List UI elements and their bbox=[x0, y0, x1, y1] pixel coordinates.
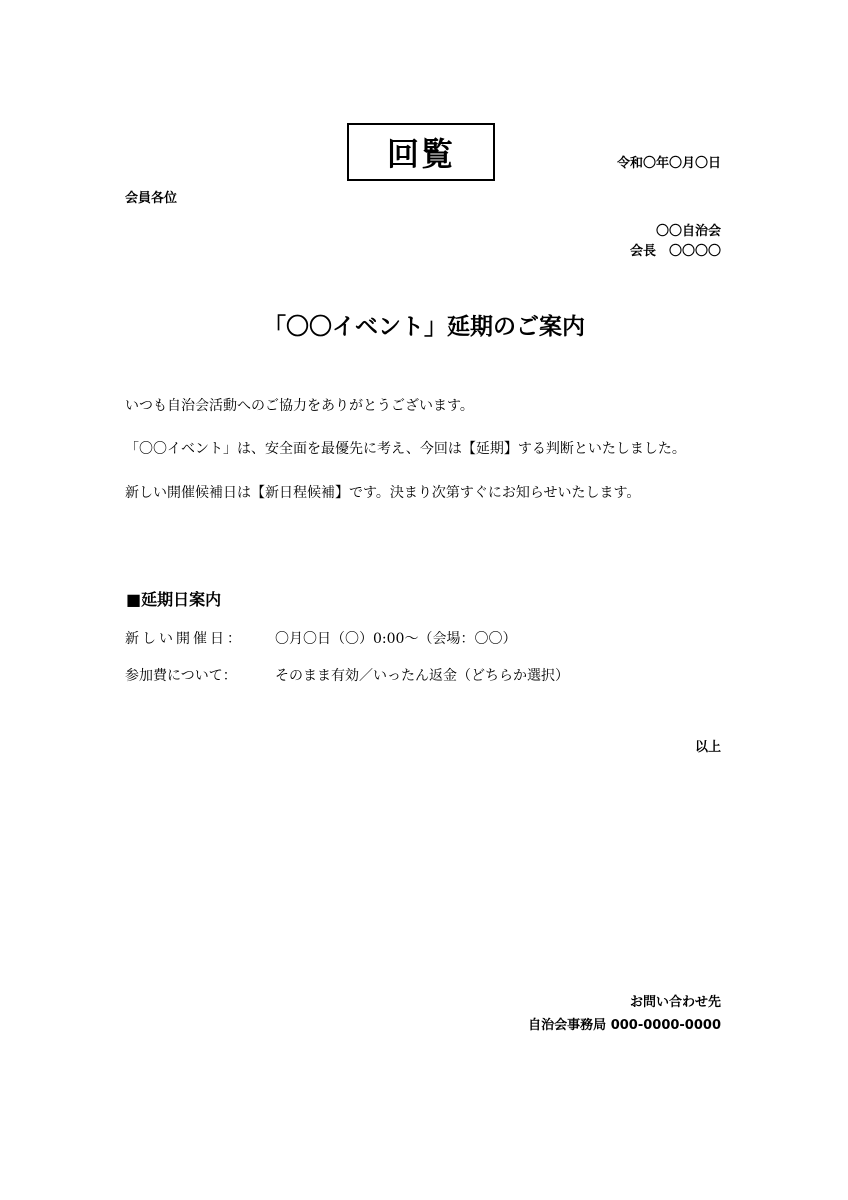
row-value-new-date: 〇月〇日（〇）0:00～（会場：〇〇） bbox=[275, 631, 517, 647]
row-label-fee: 参加費について： bbox=[125, 668, 237, 684]
sender-organization: 〇〇自治会 bbox=[655, 224, 721, 239]
section-heading: ■延期日案内 bbox=[126, 590, 222, 609]
sender-name: 会長 〇〇〇〇 bbox=[629, 244, 721, 259]
addressee: 会員各位 bbox=[125, 191, 178, 206]
document-title: 「〇〇イベント」延期のご案内 bbox=[263, 314, 585, 340]
contact-label: お問い合わせ先 bbox=[629, 995, 721, 1010]
body-line-postponement: 「〇〇イベント」は、安全面を最優先に考え、今回は【延期】する判断といたしました。 bbox=[125, 441, 686, 457]
body-line-new-date: 新しい開催候補日は【新日程候補】です。決まり次第すぐにお知らせいたします。 bbox=[125, 485, 641, 501]
circulation-stamp: 回覧 bbox=[347, 123, 495, 181]
closing-mark: 以上 bbox=[694, 740, 721, 755]
row-label-new-date: 新しい開催日： bbox=[125, 631, 244, 647]
body-line-greeting: いつも自治会活動へのご協力をありがとうございます。 bbox=[125, 398, 474, 414]
document-date: 令和〇年〇月〇日 bbox=[616, 156, 721, 171]
contact-detail: 自治会事務局 000-0000-0000 bbox=[528, 1018, 721, 1033]
row-value-fee: そのまま有効／いったん返金（どちらか選択） bbox=[275, 668, 569, 684]
